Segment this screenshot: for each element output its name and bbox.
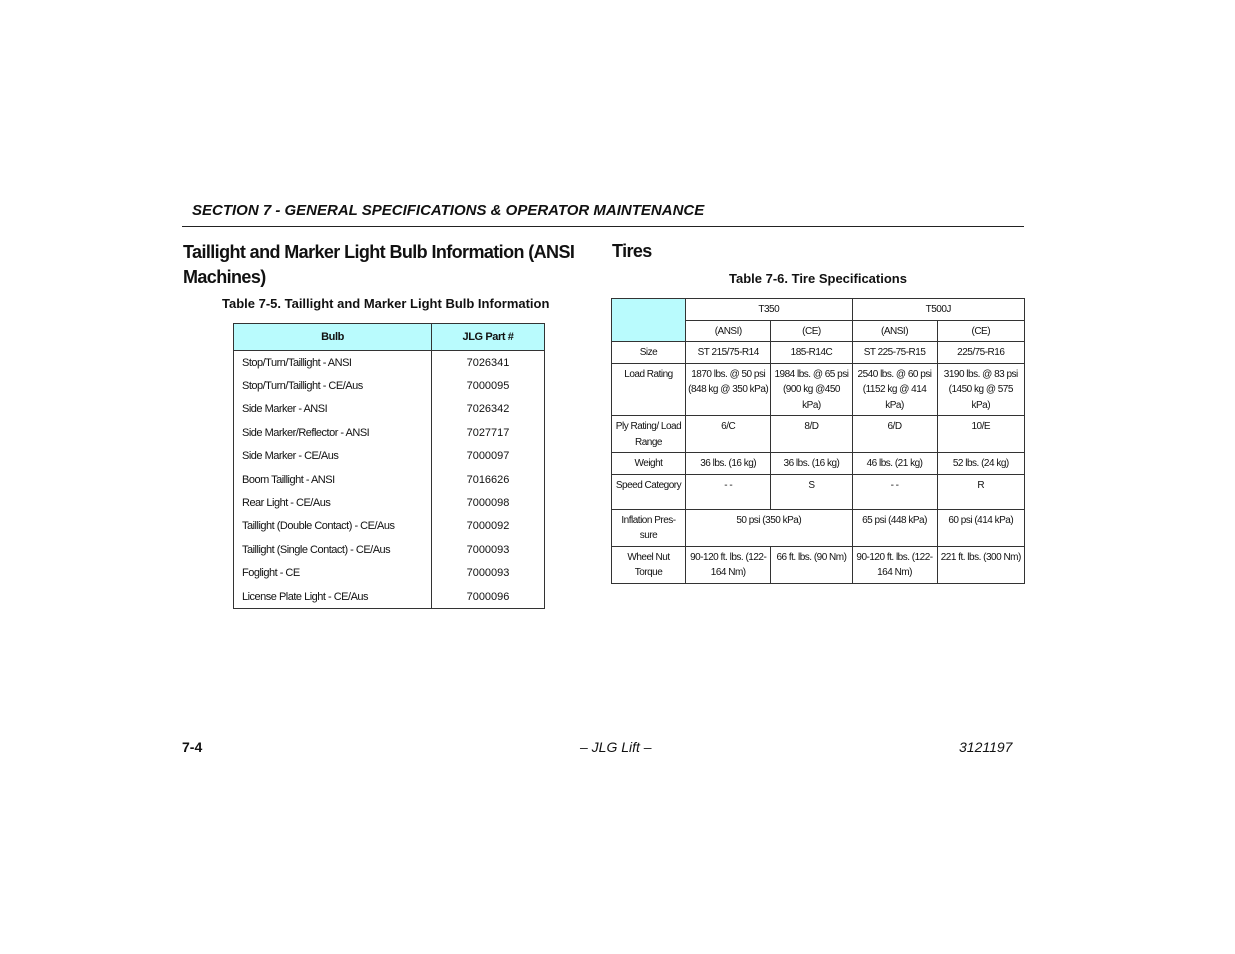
column-header-bulb: Bulb [234, 324, 432, 351]
table-row [234, 445, 545, 468]
table-row [234, 515, 545, 538]
part-number: 7026341 [432, 351, 545, 375]
cell: 60 psi (414 kPa) [937, 509, 1024, 546]
part-number: 7000095 [432, 374, 545, 397]
document-number: 3121197 [959, 739, 1013, 755]
model-header-t500j: T500J [852, 299, 1024, 321]
row-label: Ply Rating/ Load Range [612, 416, 686, 453]
cell: 3190 lbs. @ 83 psi (1450 kg @ 575 kPa) [937, 363, 1024, 416]
table-row [234, 398, 545, 421]
cell: 36 lbs. (16 kg) [771, 453, 852, 475]
part-number: 7000093 [432, 562, 545, 585]
standard-header: (CE) [771, 320, 852, 342]
bulb-name: Taillight (Double Contact) - CE/Aus [234, 515, 432, 538]
cell: 50 psi (350 kPa) [686, 509, 853, 546]
bulb-name: Side Marker - ANSI [234, 398, 432, 421]
bulb-name: Taillight (Single Contact) - CE/Aus [234, 538, 432, 561]
bulb-name: Stop/Turn/Taillight - CE/Aus [234, 374, 432, 397]
table-row [234, 562, 545, 585]
part-number: 7016626 [432, 468, 545, 491]
section-header: SECTION 7 - GENERAL SPECIFICATIONS & OPERATOR MAINTENANCE [192, 202, 705, 219]
part-number: 7000098 [432, 491, 545, 514]
standard-header: (ANSI) [852, 320, 937, 342]
tire-table-caption: Table 7-6. Tire Specifications [729, 271, 907, 286]
footer-brand: – JLG Lift – [580, 739, 652, 755]
cell: 2540 lbs. @ 60 psi (1152 kg @ 414 kPa) [852, 363, 937, 416]
header-rule [182, 226, 1024, 227]
cell: 225/75-R16 [937, 342, 1024, 364]
cell: 36 lbs. (16 kg) [686, 453, 771, 475]
table-row [234, 351, 545, 375]
cell: 1870 lbs. @ 50 psi (848 kg @ 350 kPa) [686, 363, 771, 416]
bulb-table [233, 323, 545, 609]
tires-section-title: Tires [612, 241, 652, 261]
part-number: 7027717 [432, 421, 545, 444]
standard-header: (CE) [937, 320, 1024, 342]
cell: 90-120 ft. lbs. (122-164 Nm) [686, 546, 771, 583]
tire-table [611, 298, 1025, 584]
bulb-name: Boom Taillight - ANSI [234, 468, 432, 491]
model-header-row [612, 299, 1025, 321]
row-label: Load Rating [612, 363, 686, 416]
table-row [612, 474, 1025, 509]
cell: 1984 lbs. @ 65 psi (900 kg @450 kPa) [771, 363, 852, 416]
cell: S [771, 474, 852, 509]
corner-cell [612, 299, 686, 342]
row-label: Size [612, 342, 686, 364]
cell: ST 215/75-R14 [686, 342, 771, 364]
row-label: Speed Category [612, 474, 686, 509]
table-row [234, 468, 545, 491]
standard-header: (ANSI) [686, 320, 771, 342]
column-header-part: JLG Part # [432, 324, 545, 351]
table-row [612, 546, 1025, 583]
cell: 90-120 ft. lbs. (122-164 Nm) [852, 546, 937, 583]
part-number: 7026342 [432, 398, 545, 421]
cell: ST 225-75-R15 [852, 342, 937, 364]
cell: - - [852, 474, 937, 509]
table-row [612, 453, 1025, 475]
cell: 221 ft. lbs. (300 Nm) [937, 546, 1024, 583]
cell: 6/C [686, 416, 771, 453]
bulb-table-caption: Table 7-5. Taillight and Marker Light Bulb Information [222, 296, 550, 311]
table-row [612, 363, 1025, 416]
table-row [612, 342, 1025, 364]
cell: 10/E [937, 416, 1024, 453]
cell: - - [686, 474, 771, 509]
part-number: 7000097 [432, 445, 545, 468]
page-number: 7-4 [182, 739, 203, 755]
bulb-name: License Plate Light - CE/Aus [234, 585, 432, 609]
table-row [234, 491, 545, 514]
table-row [612, 509, 1025, 546]
part-number: 7000096 [432, 585, 545, 609]
cell: 185-R14C [771, 342, 852, 364]
cell: 46 lbs. (21 kg) [852, 453, 937, 475]
bulb-section-title: Taillight and Marker Light Bulb Information (ANSI Machines) [183, 242, 575, 287]
bulb-name: Side Marker/Reflector - ANSI [234, 421, 432, 444]
cell: 65 psi (448 kPa) [852, 509, 937, 546]
bulb-name: Rear Light - CE/Aus [234, 491, 432, 514]
table-row [234, 538, 545, 561]
bulb-name: Side Marker - CE/Aus [234, 445, 432, 468]
cell: 8/D [771, 416, 852, 453]
cell: 52 lbs. (24 kg) [937, 453, 1024, 475]
part-number: 7000093 [432, 538, 545, 561]
bulb-name: Stop/Turn/Taillight - ANSI [234, 351, 432, 375]
cell: 66 ft. lbs. (90 Nm) [771, 546, 852, 583]
model-header-t350: T350 [686, 299, 853, 321]
bulb-name: Foglight - CE [234, 562, 432, 585]
bulb-table-header-row [234, 324, 545, 351]
table-row [612, 416, 1025, 453]
part-number: 7000092 [432, 515, 545, 538]
row-label: Wheel Nut Torque [612, 546, 686, 583]
table-row [234, 421, 545, 444]
row-label: Inflation Pres-sure [612, 509, 686, 546]
row-label: Weight [612, 453, 686, 475]
table-row [234, 585, 545, 609]
cell: 6/D [852, 416, 937, 453]
cell: R [937, 474, 1024, 509]
table-row [234, 374, 545, 397]
